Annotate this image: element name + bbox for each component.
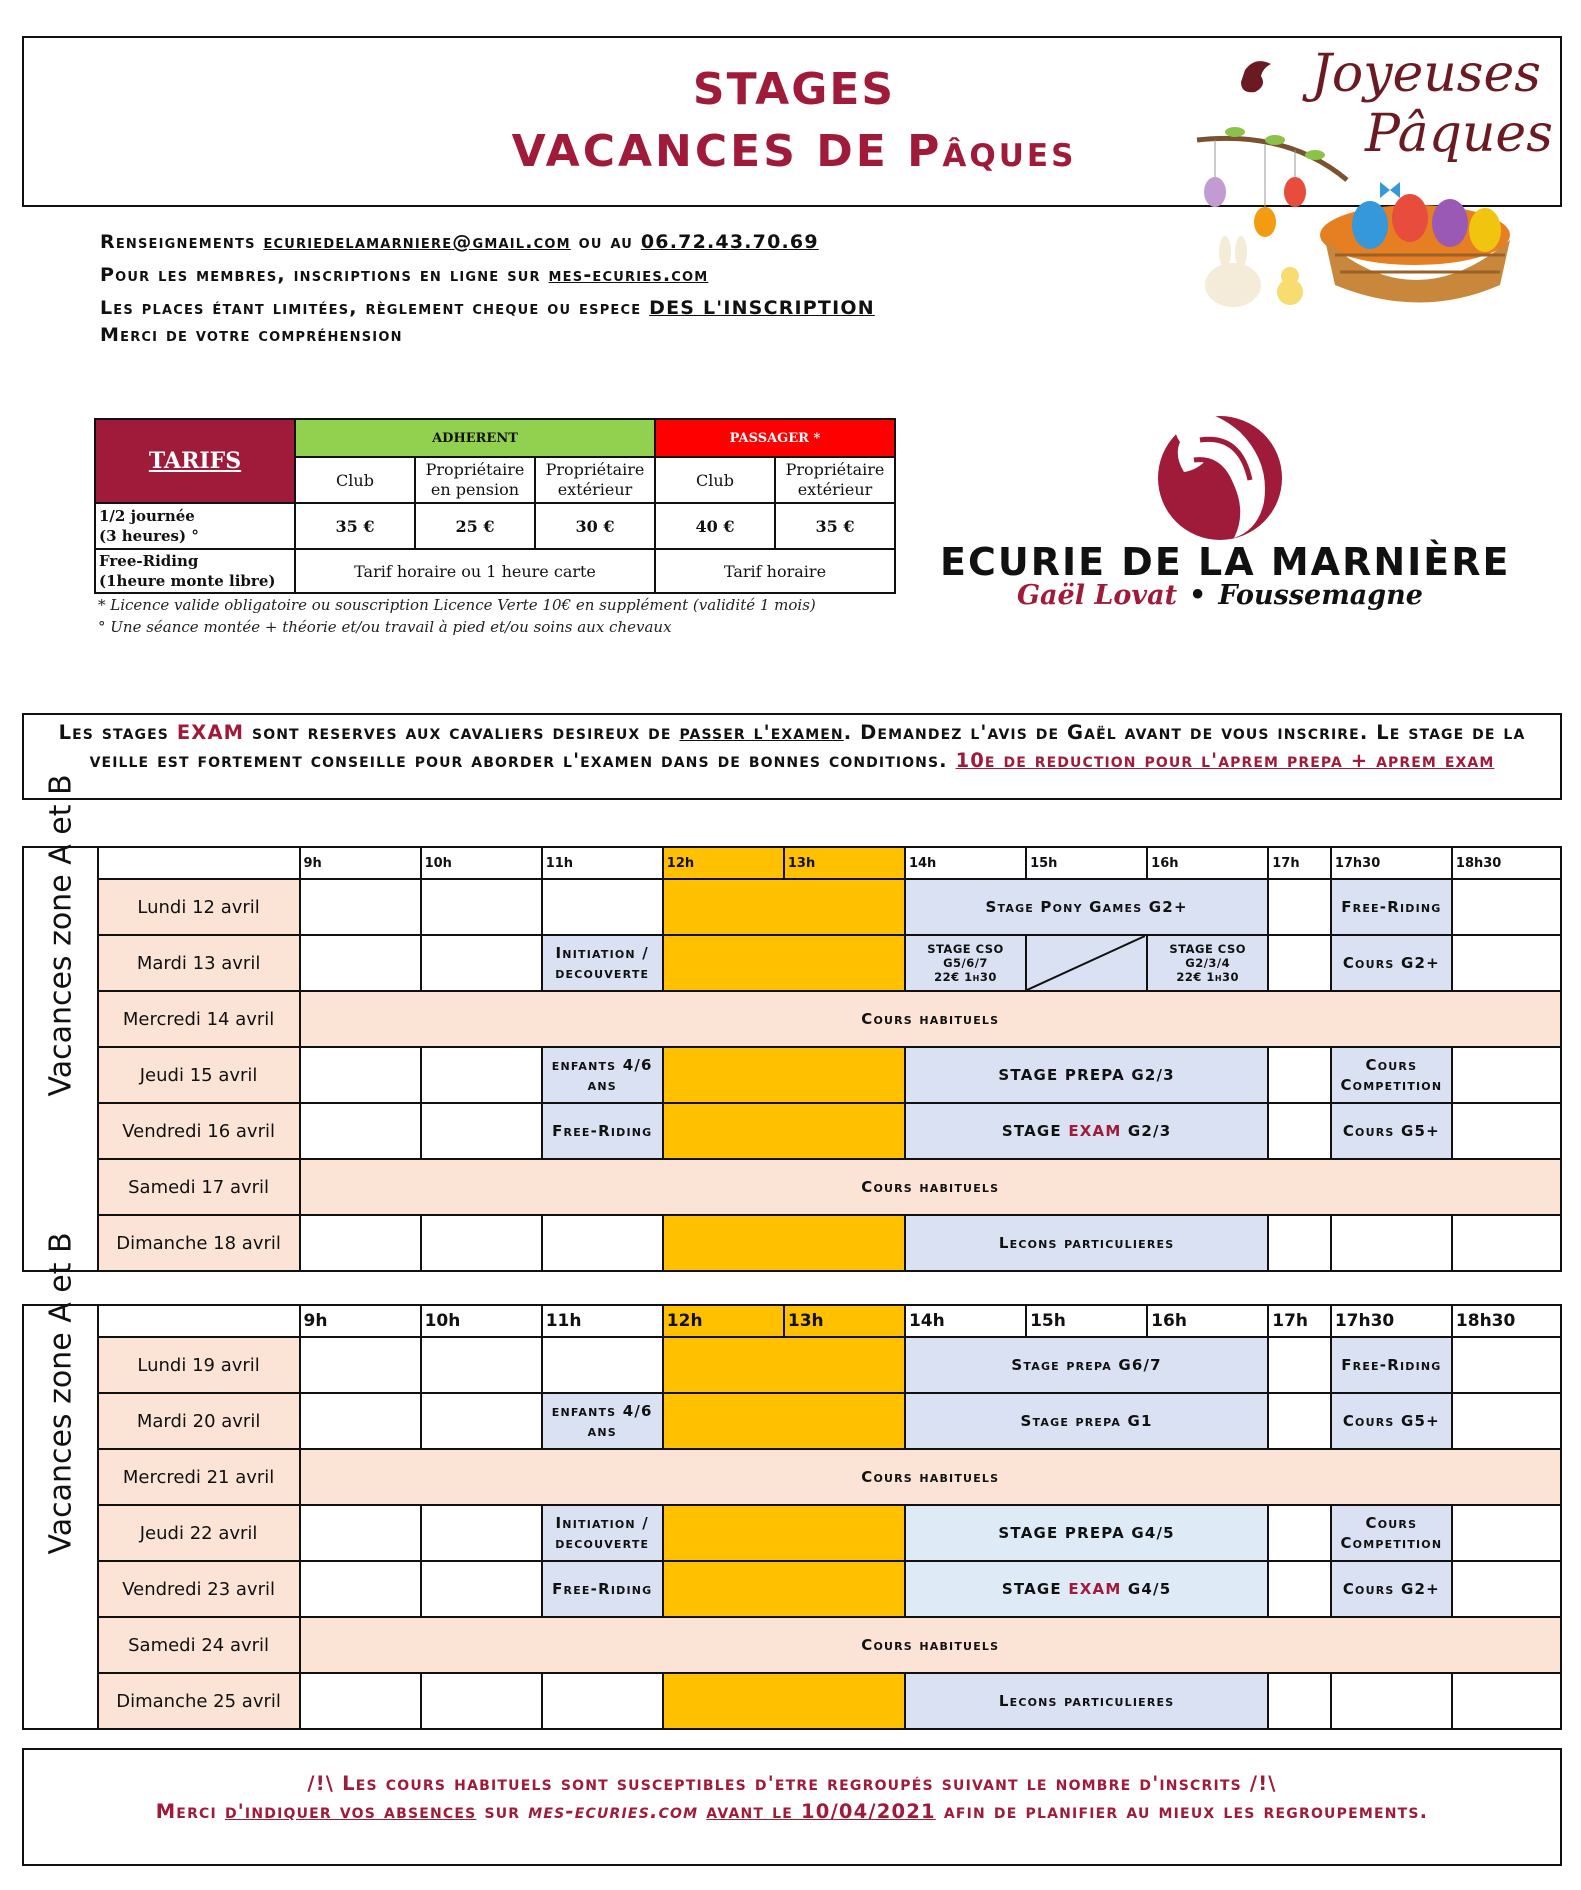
day-label: Dimanche 18 avril — [98, 1215, 300, 1271]
hour-header: 9h — [300, 847, 421, 879]
empty-slot — [1268, 935, 1331, 991]
empty-slot — [421, 1561, 542, 1617]
activity-slot: Free-Riding — [1331, 1337, 1452, 1393]
tarifs-note-licence: * Licence valide obligatoire ou souscription Licence Verte 10€ en supplément (validité 1 mois) — [98, 596, 816, 614]
hour-header: 9h — [300, 1305, 421, 1337]
easter-greeting-line2: Pâques — [1365, 104, 1553, 164]
activity-slot: Cours G2+ — [1331, 935, 1452, 991]
day-label: Dimanche 25 avril — [98, 1673, 300, 1729]
phone-number[interactable]: 06.72.43.70.69 — [640, 231, 819, 253]
empty-slot — [1331, 1215, 1452, 1271]
empty-slot — [300, 879, 421, 935]
lunch-break — [663, 1393, 905, 1449]
empty-slot — [300, 1505, 421, 1561]
day-label: Jeudi 15 avril — [98, 1047, 300, 1103]
price-cell: 25 € — [415, 503, 535, 549]
free-riding-passager-price: Tarif horaire — [655, 549, 895, 593]
schedule-week-1 — [22, 773, 1562, 1272]
hour-header: 17h30 — [1331, 1305, 1452, 1337]
tarifs-header: TARIFS — [95, 419, 295, 503]
hour-header: 17h — [1268, 1305, 1331, 1337]
empty-slot — [421, 1505, 542, 1561]
col-header: Club — [295, 457, 415, 503]
activity-slot: Stage prepa G1 — [905, 1393, 1268, 1449]
row-label-free-riding: Free-Riding (1heure monte libre) — [95, 549, 295, 593]
empty-slot — [1452, 1505, 1561, 1561]
regular-lessons: Cours habituels — [300, 1159, 1562, 1215]
regular-lessons: Cours habituels — [300, 991, 1562, 1047]
hour-header: 11h — [542, 1305, 663, 1337]
easter-greeting-line1: Joyeuses — [1311, 44, 1541, 104]
info-line-payment: Les places étant limitées, règlement cheque ou espece DES L'INSCRIPTION — [100, 297, 875, 319]
activity-slot: Cours G2+ — [1331, 1561, 1452, 1617]
empty-slot — [421, 1103, 542, 1159]
tarifs-note-session: ° Une séance montée + théorie et/ou travail à pied et/ou soins aux chevaux — [98, 618, 672, 636]
day-label: Lundi 19 avril — [98, 1337, 300, 1393]
easter-illustration — [1195, 40, 1553, 330]
logo-name: ECURIE DE LA MARNIÈRE — [940, 540, 1511, 584]
lunch-break — [663, 1103, 905, 1159]
hour-header: 11h — [542, 847, 663, 879]
empty-slot — [1268, 879, 1331, 935]
hour-header: 17h — [1268, 847, 1331, 879]
lunch-break — [663, 1215, 905, 1271]
empty-slot — [1452, 1561, 1561, 1617]
activity-slot: Cours Competition — [1331, 1047, 1452, 1103]
diagonal-divider-icon — [1027, 936, 1145, 990]
footer-notice — [22, 1748, 1562, 1866]
regular-lessons: Cours habituels — [300, 1617, 1562, 1673]
activity-slot: enfants 4/6 ans — [542, 1393, 663, 1449]
activity-slot: Free-Riding — [542, 1561, 663, 1617]
activity-slot: Free-Riding — [542, 1103, 663, 1159]
col-header: Propriétaire en pension — [415, 457, 535, 503]
empty-slot — [1268, 1393, 1331, 1449]
activity-slot: Lecons particulieres — [905, 1673, 1268, 1729]
empty-slot — [1452, 1673, 1561, 1729]
empty-slot — [300, 1047, 421, 1103]
free-riding-adherent-price: Tarif horaire ou 1 heure carte — [295, 549, 655, 593]
activity-slot: Initiation / decouverte — [542, 935, 663, 991]
payment-emphasis: DES L'INSCRIPTION — [649, 297, 875, 319]
price-cell: 35 € — [295, 503, 415, 549]
empty-slot — [300, 1393, 421, 1449]
activity-slot: Free-Riding — [1331, 879, 1452, 935]
zone-label: Vacances zone A et B — [23, 847, 98, 1271]
split-slot — [1026, 935, 1147, 991]
day-label: Vendredi 23 avril — [98, 1561, 300, 1617]
page-subtitle: VACANCES DE Pâques — [511, 126, 1077, 177]
empty-slot — [1268, 1047, 1331, 1103]
empty-slot — [1452, 1337, 1561, 1393]
empty-slot — [1268, 1505, 1331, 1561]
day-label: Mardi 20 avril — [98, 1393, 300, 1449]
empty-slot — [1452, 1047, 1561, 1103]
empty-slot — [1452, 879, 1561, 935]
empty-slot — [421, 1393, 542, 1449]
lunch-break — [663, 879, 905, 935]
empty-slot — [1268, 1337, 1331, 1393]
logo-subtitle: Gaël Lovat • Foussemagne — [1017, 580, 1423, 611]
footer-website-link[interactable]: mes-ecuries.com — [528, 1800, 699, 1823]
activity-slot: Cours G5+ — [1331, 1103, 1452, 1159]
day-label: Mardi 13 avril — [98, 935, 300, 991]
empty-slot — [542, 1673, 663, 1729]
empty-slot — [1452, 1215, 1561, 1271]
corner-cell — [98, 1305, 300, 1337]
hour-header: 10h — [421, 847, 542, 879]
activity-slot: STAGE PREPA G2/3 — [905, 1047, 1268, 1103]
hour-header: 13h — [784, 1305, 905, 1337]
hour-header: 15h — [1026, 847, 1147, 879]
empty-slot — [300, 1561, 421, 1617]
col-header: Propriétaire extérieur — [775, 457, 895, 503]
hour-header: 10h — [421, 1305, 542, 1337]
regular-lessons: Cours habituels — [300, 1449, 1562, 1505]
zone-label: Vacances zone A et B — [23, 1305, 98, 1729]
day-label: Mercredi 14 avril — [98, 991, 300, 1047]
empty-slot — [421, 879, 542, 935]
hour-header: 15h — [1026, 1305, 1147, 1337]
activity-slot: enfants 4/6 ans — [542, 1047, 663, 1103]
empty-slot — [300, 1103, 421, 1159]
hour-header: 14h — [905, 1305, 1026, 1337]
hour-header: 16h — [1147, 847, 1268, 879]
activity-slot: Lecons particulieres — [905, 1215, 1268, 1271]
col-header: Propriétaire extérieur — [535, 457, 655, 503]
price-cell: 30 € — [535, 503, 655, 549]
empty-slot — [542, 1337, 663, 1393]
page-title: STAGES — [692, 64, 896, 115]
lunch-break — [663, 935, 905, 991]
info-line-thanks: Merci de votre compréhension — [100, 324, 403, 346]
email-link[interactable]: ecuriedelamarniere@gmail.com — [263, 231, 571, 253]
passager-header: PASSAGER * — [655, 419, 895, 457]
hour-header: 18h30 — [1452, 1305, 1561, 1337]
empty-slot — [1268, 1561, 1331, 1617]
activity-slot: STAGE CSO G2/3/4 22€ 1h30 — [1147, 935, 1268, 991]
activity-slot: Initiation / decouverte — [542, 1505, 663, 1561]
empty-slot — [300, 935, 421, 991]
day-label: Vendredi 16 avril — [98, 1103, 300, 1159]
row-label-half-day: 1/2 journée (3 heures) ° — [95, 503, 295, 549]
exam-link: passer l'examen — [679, 721, 844, 744]
empty-slot — [542, 1215, 663, 1271]
hour-header: 14h — [905, 847, 1026, 879]
activity-slot: Cours Competition — [1331, 1505, 1452, 1561]
empty-slot — [1268, 1215, 1331, 1271]
empty-slot — [421, 1337, 542, 1393]
tarifs-table — [94, 418, 896, 594]
day-label: Mercredi 21 avril — [98, 1449, 300, 1505]
activity-slot: STAGE EXAM G2/3 — [905, 1103, 1268, 1159]
horse-logo-icon — [1140, 400, 1290, 550]
empty-slot — [421, 1673, 542, 1729]
price-cell: 35 € — [775, 503, 895, 549]
info-line-online: Pour les membres, inscriptions en ligne sur mes-ecuries.com — [100, 264, 709, 286]
hour-header: 12h — [663, 1305, 784, 1337]
empty-slot — [1268, 1103, 1331, 1159]
empty-slot — [542, 879, 663, 935]
empty-slot — [1452, 1103, 1561, 1159]
empty-slot — [1452, 935, 1561, 991]
price-cell: 40 € — [655, 503, 775, 549]
footer-request: Merci d'indiquer vos absences sur mes-ecuries.com avant le 10/04/2021 afin de planifier au mieux les regroupements. — [155, 1800, 1429, 1823]
empty-slot — [1452, 1393, 1561, 1449]
footer-warning: /!\ Les cours habituels sont susceptibles d'etre regroupés suivant le nombre d'inscrits /!\ — [307, 1772, 1277, 1795]
empty-slot — [421, 1215, 542, 1271]
day-label: Lundi 12 avril — [98, 879, 300, 935]
col-header: Club — [655, 457, 775, 503]
day-label: Jeudi 22 avril — [98, 1505, 300, 1561]
empty-slot — [300, 1337, 421, 1393]
empty-slot — [300, 1215, 421, 1271]
lunch-break — [663, 1505, 905, 1561]
day-label: Samedi 24 avril — [98, 1617, 300, 1673]
empty-slot — [1331, 1673, 1452, 1729]
empty-slot — [1268, 1673, 1331, 1729]
empty-slot — [300, 1673, 421, 1729]
activity-slot: STAGE PREPA G4/5 — [905, 1505, 1268, 1561]
hour-header: 13h — [784, 847, 905, 879]
empty-slot — [421, 1047, 542, 1103]
activity-slot: STAGE CSO G5/6/7 22€ 1h30 — [905, 935, 1026, 991]
hour-header: 16h — [1147, 1305, 1268, 1337]
activity-slot: Cours G5+ — [1331, 1393, 1452, 1449]
adherent-header: ADHERENT — [295, 419, 655, 457]
info-line-contact: Renseignements ecuriedelamarniere@gmail.com ou au 06.72.43.70.69 — [100, 231, 819, 253]
lunch-break — [663, 1561, 905, 1617]
discount-note: 10e de reduction pour l'aprem prepa + aprem exam — [955, 749, 1495, 772]
corner-cell — [98, 847, 300, 879]
activity-slot: Stage prepa G6/7 — [905, 1337, 1268, 1393]
lunch-break — [663, 1673, 905, 1729]
lunch-break — [663, 1047, 905, 1103]
activity-slot: STAGE EXAM G4/5 — [905, 1561, 1268, 1617]
hour-header: 18h30 — [1452, 847, 1561, 879]
empty-slot — [421, 935, 542, 991]
hour-header: 12h — [663, 847, 784, 879]
website-link[interactable]: mes-ecuries.com — [548, 264, 709, 286]
day-label: Samedi 17 avril — [98, 1159, 300, 1215]
exam-notice: Les stages EXAM sont reserves aux cavaliers desireux de passer l'examen. Demandez l'avis de Gaël avant de vous inscrire. Le stage de la veille est fortement conseille pour aborder l'examen dans de bonnes conditions. 10e de reduction pour l'aprem prepa + aprem exam — [22, 713, 1562, 800]
activity-slot: Stage Pony Games G2+ — [905, 879, 1268, 935]
lunch-break — [663, 1337, 905, 1393]
hour-header: 17h30 — [1331, 847, 1452, 879]
